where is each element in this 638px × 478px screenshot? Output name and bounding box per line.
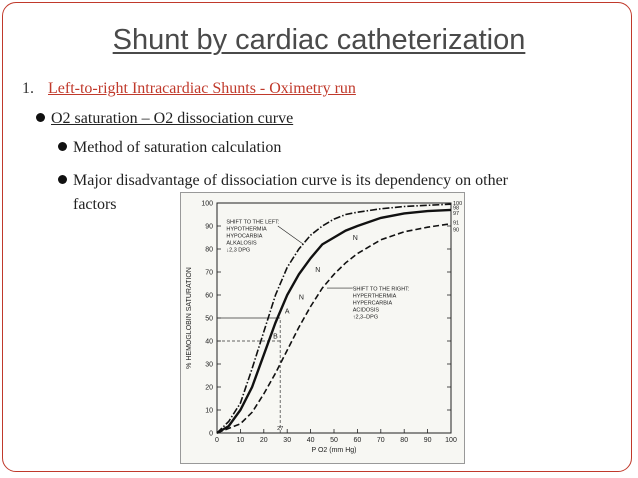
bullet-text: Method of saturation calculation bbox=[73, 139, 282, 156]
y-tick-label: 50 bbox=[205, 315, 213, 323]
item-number: 1. bbox=[22, 80, 34, 97]
right-shift-annotation: SHIFT TO THE RIGHT: bbox=[352, 286, 410, 293]
x-tick-label: 90 bbox=[423, 437, 432, 444]
sub-item bbox=[36, 110, 293, 128]
x-tick-label: 10 bbox=[236, 437, 245, 444]
series-line-dashed bbox=[217, 224, 451, 433]
bullet-point bbox=[58, 139, 281, 157]
y-tick-label: 30 bbox=[205, 361, 213, 369]
point-label-b: B bbox=[273, 333, 278, 341]
y-tick-label: 100 bbox=[201, 200, 213, 208]
x-tick-label: 40 bbox=[306, 437, 315, 444]
bullet-icon bbox=[58, 175, 67, 184]
y-tick-label: 80 bbox=[205, 246, 213, 254]
item-heading: Left-to-right Intracardiac Shunts - Oximetry run bbox=[48, 80, 356, 97]
point-label-n: N bbox=[298, 294, 304, 302]
point-label-n: N bbox=[352, 234, 358, 242]
x-marker-label: 27 bbox=[277, 426, 284, 432]
left-shift-annotation: HYPOTHERMIA bbox=[226, 226, 267, 233]
x-tick-label: 70 bbox=[376, 437, 385, 444]
bullet-icon bbox=[36, 113, 45, 122]
x-tick-label: 20 bbox=[259, 437, 268, 444]
right-shift-annotation: HYPERTHERMIA bbox=[352, 293, 397, 300]
left-shift-annotation: SHIFT TO THE LEFT: bbox=[226, 219, 280, 226]
x-tick-label: 100 bbox=[445, 437, 457, 444]
right-shift-annotation: ↑2,3–DPG bbox=[352, 314, 379, 321]
x-tick-label: 60 bbox=[353, 437, 362, 444]
right-shift-annotation: ACIDOSIS bbox=[352, 307, 380, 314]
y-tick-label: 90 bbox=[205, 223, 213, 231]
x-tick-label: 30 bbox=[283, 437, 292, 444]
slide-title: Shunt by cardiac catheterization bbox=[112, 24, 526, 56]
y-tick-label: 20 bbox=[205, 384, 213, 392]
left-shift-annotation: ↓2,3 DPG bbox=[226, 247, 251, 254]
numbered-item bbox=[22, 80, 356, 98]
dissociation-curve-chart bbox=[180, 192, 465, 464]
sub-item-text: O2 saturation – O2 dissociation curve bbox=[51, 110, 294, 127]
right-tick-label: 90 bbox=[453, 227, 460, 234]
y-tick-label: 40 bbox=[205, 338, 213, 346]
point-label-a: A bbox=[284, 308, 290, 316]
bullet-text: Major disadvantage of dissociation curve is its dependency on other bbox=[73, 172, 508, 189]
point-label-n: N bbox=[315, 267, 321, 274]
x-axis-label: P O2 (mm Hg) bbox=[311, 447, 357, 454]
right-tick-label: 97 bbox=[453, 211, 460, 218]
bullet-text-continued: factors bbox=[73, 196, 117, 213]
y-tick-label: 60 bbox=[205, 292, 213, 300]
bullet-icon bbox=[58, 142, 67, 151]
right-tick-label: 91 bbox=[453, 220, 460, 227]
y-tick-label: 70 bbox=[205, 269, 213, 277]
chart-svg bbox=[181, 193, 464, 463]
x-tick-label: 50 bbox=[330, 437, 338, 444]
right-tick-label: 100 bbox=[453, 201, 463, 207]
right-shift-annotation: HYPERCARBIA bbox=[352, 300, 393, 307]
x-tick-label: 0 bbox=[215, 437, 219, 444]
left-shift-annotation: ALKALOSIS bbox=[226, 240, 257, 247]
right-tick-label: 98 bbox=[453, 205, 460, 212]
left-shift-annotation: HYPOCARBIA bbox=[226, 233, 263, 240]
y-tick-label: 10 bbox=[205, 407, 213, 415]
y-tick-label: 0 bbox=[209, 430, 213, 438]
left-shift-leader bbox=[278, 226, 304, 244]
y-axis-label: % HEMOGLOBIN SATURATION bbox=[186, 267, 193, 369]
x-tick-label: 80 bbox=[400, 437, 409, 444]
